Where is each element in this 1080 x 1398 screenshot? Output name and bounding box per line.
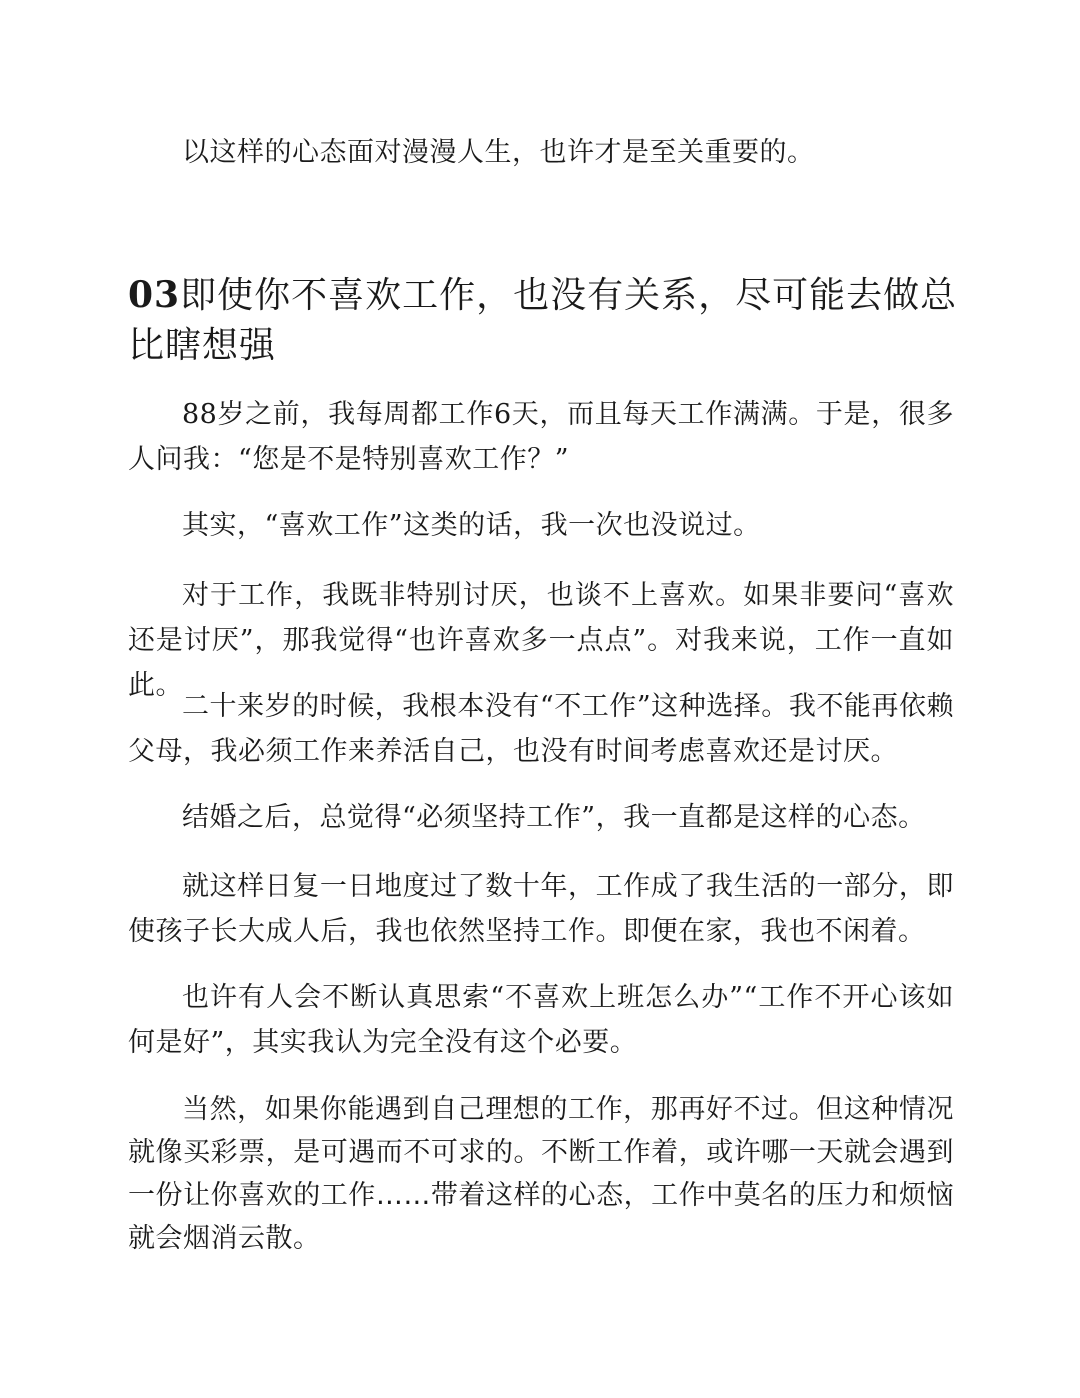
paragraph: 其实，“喜欢工作”这类的话，我一次也没说过。 — [182, 510, 761, 541]
paragraph: 对于工作，我既非特别讨厌，也谈不上喜欢。如果非要问“喜欢还是讨厌”，那我觉得“也许喜欢多一点点”。对我来说，工作一直如此。 — [128, 580, 954, 701]
paragraph: 也许有人会不断认真思索“不喜欢上班怎么办”“工作不开心该如何是好”，其实我认为完全没有这个必要。 — [128, 982, 954, 1058]
section-number: 03 — [128, 274, 181, 316]
paragraph: 当然，如果你能遇到自己理想的工作，那再好不过。但这种情况就像买彩票，是可遇而不可求的。不断工作着，或许哪一天就会遇到一份让你喜欢的工作……带着这样的心态，工作中莫名的压力和烦恼就会烟消云散。 — [128, 1094, 954, 1254]
paragraph: 二十来岁的时候，我根本没有“不工作”这种选择。我不能再依赖父母，我必须工作来养活自己，也没有时间考虑喜欢还是讨厌。 — [128, 691, 954, 767]
paragraph: 结婚之后，总觉得“必须坚持工作”，我一直都是这样的心态。 — [182, 802, 926, 833]
intro-paragraph: 以这样的心态面对漫漫人生，也许才是至关重要的。 — [182, 137, 815, 168]
paragraph: 就这样日复一日地度过了数十年，工作成了我生活的一部分，即使孩子长大成人后，我也依然坚持工作。即便在家，我也不闲着。 — [128, 871, 954, 947]
section-heading — [128, 270, 968, 371]
paragraph: 88岁之前，我每周都工作6天，而且每天工作满满。于是，很多人问我：“您是不是特别喜欢工作？” — [128, 399, 954, 475]
section-title: 即使你不喜欢工作，也没有关系，尽可能去做总比瞎想强 — [128, 275, 958, 366]
